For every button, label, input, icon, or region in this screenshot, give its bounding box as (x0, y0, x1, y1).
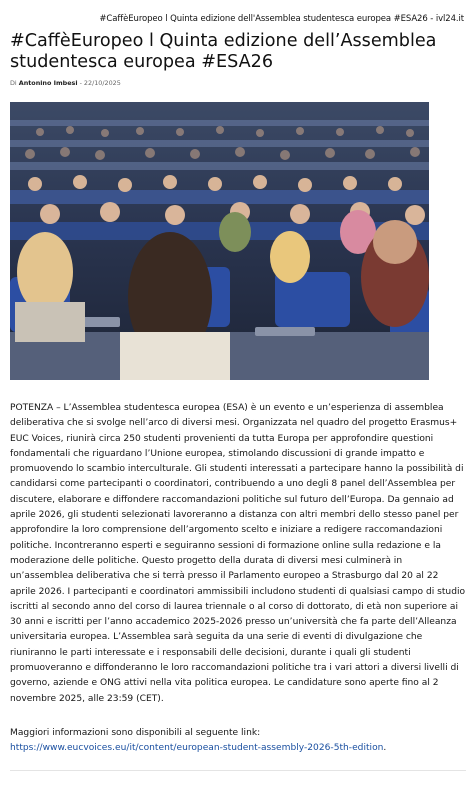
more-info (10, 726, 466, 757)
article-meta (10, 79, 121, 87)
more-info-suffix: . (383, 743, 387, 754)
divider (10, 770, 466, 771)
more-info-link-line (10, 741, 466, 756)
banner-text: #CaffèEuropeo l Quinta edizione dell'Assemblea studentesca europea #ESA26 - ivl24.it (99, 14, 464, 24)
more-info-link[interactable]: https://www.eucvoices.eu/it/content/european-student-assembly-2026-5th-edition (10, 743, 384, 754)
author-link[interactable]: Antonino Imbesi (18, 79, 78, 87)
more-info-label: Maggiori informazioni sono disponibili al seguente link: (10, 728, 261, 738)
byline-prefix: Di (10, 79, 17, 87)
article-paragraph: POTENZA – L’Assemblea studentesca europea (ESA) è un evento e un’esperienza di assemblea deliberativa che si svolge nell’arco di diversi mesi. Organizzata nel quadro del progetto Erasmus+ EUC Voices, riunirà circa 250 studenti provenienti da tutta Europa per approfondire questioni fondamentali che riguardano l’Unione europea, stimolando discussioni di grande impatto e promuovendo lo scambio interculturale. Gli studenti interessati a partecipare hanno la possibilità di candidarsi come partecipanti o coordinatori, contribuendo a uno degli 8 panel dell’Assemblea per discutere, elaborare e diffondere raccomandazioni politiche sul futuro dell’Europa. Da gennaio ad aprile 2026, gli studenti selezionati lavoreranno a distanza con altri membri dello stesso panel per approfondire la loro comprensione dell’argomento scelto e iniziare a redigere raccomandazioni politiche. Incontreranno esperti e seguiranno sessioni di formazione online sulla redazione e la moderazione delle politiche. Questo progetto della durata di diversi mesi culminerà in un’assemblea deliberativa che si terrà presso il Parlamento europeo a Strasburgo dal 20 al 22 aprile 2026. I partecipanti e coordinatori ammissibili includono studenti di qualsiasi campo di studio iscritti al secondo anno del corso di laurea triennale o al corso di dottorato, di età non superiore ai 30 anni e iscritti per l’anno accademico 2025-2026 presso un’università che fa parte dell’Alleanza universitaria europea. L’Assemblea sarà seguita da una serie di eventi di divulgazione che riuniranno le parti interessate e i responsabili delle decisioni, durante i quali gli studenti promuoveranno e diffonderanno le loro raccomandazioni politiche tra i vari attori a diversi livelli di governo, aziende e ONG attivi nella vita politica europea. Le candidature sono aperte fino al 2 novembre 2025, alle 23:59 (CET). (10, 403, 466, 704)
article-title: #CaffèEuropeo l Quinta edizione dell’Assemblea studentesca europea #ESA26 (10, 31, 437, 72)
page-header-banner (0, 14, 475, 24)
article-photo (10, 102, 429, 380)
publish-date: - 22/10/2025 (79, 79, 121, 87)
article-body (10, 401, 466, 707)
